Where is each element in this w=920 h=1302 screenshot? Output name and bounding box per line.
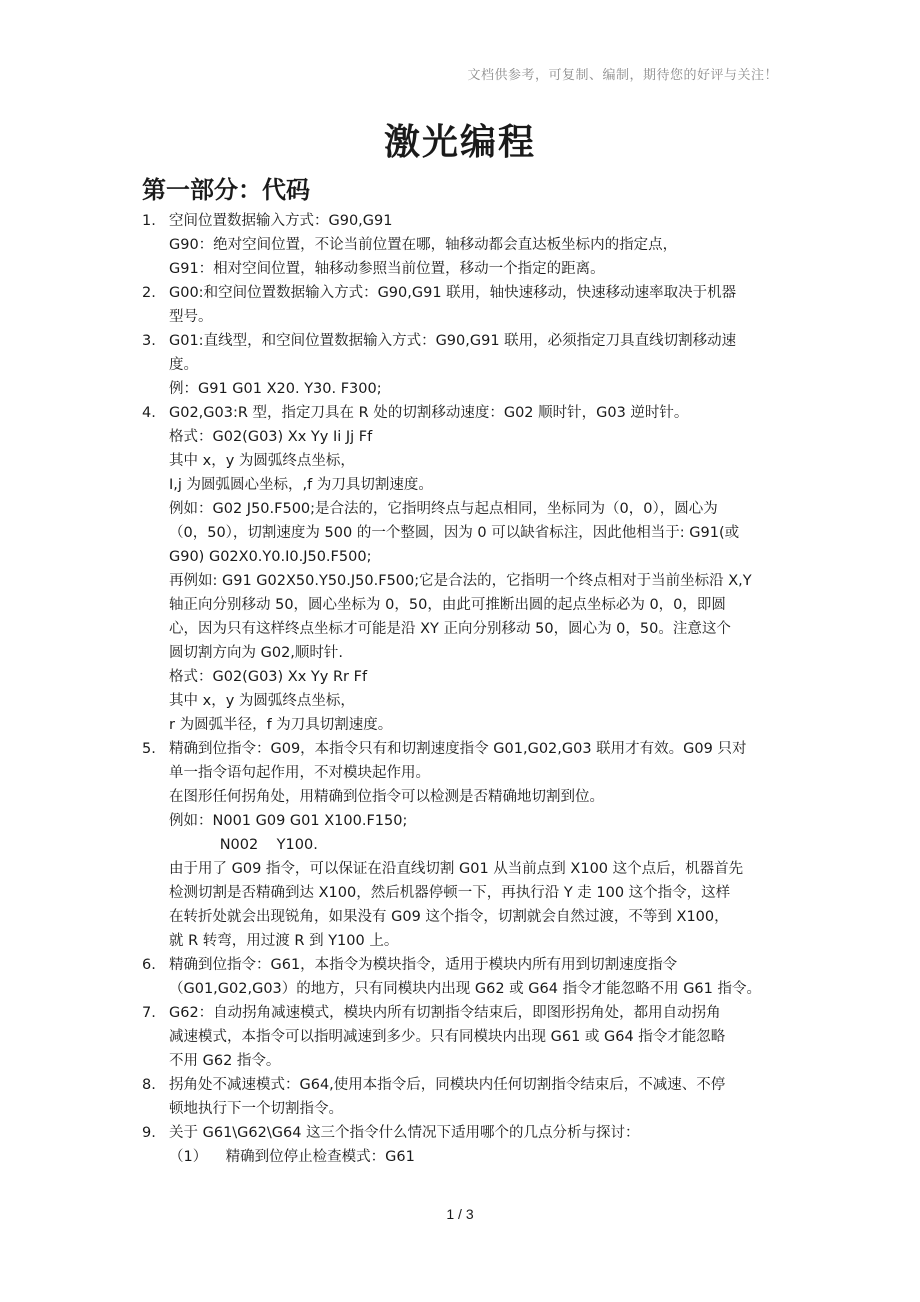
text-line: G90) G02X0.Y0.I0.J50.F500; xyxy=(169,549,372,565)
list-item xyxy=(142,953,782,1001)
text-line: 就 R 转弯，用过渡 R 到 Y100 上。 xyxy=(169,933,399,949)
text-line: 单一指令语句起作用，不对模块起作用。 xyxy=(169,765,430,781)
text-line: 再例如: G91 G02X50.Y50.J50.F500;它是合法的，它指明一个终点相对于当前坐标沿 X,Y xyxy=(169,573,752,589)
list-item xyxy=(142,281,782,329)
sub-item: （1） 精确到位停止检查模式：G61 xyxy=(169,1149,415,1165)
list-number: 8. xyxy=(142,1077,156,1093)
text-line: 在图形任何拐角处，用精确到位指令可以检测是否精确地切割到位。 xyxy=(169,789,604,805)
text-line: 减速模式，本指令可以指明减速到多少。只有同模块内出现 G61 或 G64 指令才能忽略 xyxy=(169,1029,726,1045)
text-line: 其中 x，y 为圆弧终点坐标， xyxy=(169,693,355,709)
text-line: （G01,G02,G03）的地方，只有同模块内出现 G62 或 G64 指令才能忽略不用 G61 指令。 xyxy=(169,981,761,997)
text-line: 格式：G02(G03) Xx Yy Rr Ff xyxy=(169,669,368,685)
list-item xyxy=(142,401,782,737)
text-line: 精确到位指令：G61，本指令为模块指令，适用于模块内所有用到切割速度指令 xyxy=(169,957,678,973)
text-line: G62：自动拐角减速模式，模块内所有切割指令结束后，即图形拐角处，都用自动拐角 xyxy=(169,1005,721,1021)
text-line: G01:直线型，和空间位置数据输入方式：G90,G91 联用，必须指定刀具直线切割移动速 xyxy=(169,333,737,349)
text-line: 圆切割方向为 G02,顺时针. xyxy=(169,645,344,661)
list-number: 5. xyxy=(142,741,156,757)
header-note: 文档供参考，可复制、编制，期待您的好评与关注！ xyxy=(467,68,778,83)
text-line: N002 Y100. xyxy=(169,837,318,853)
text-line: 例：G91 G01 X20. Y30. F300; xyxy=(169,381,382,397)
text-line: 心，因为只有这样终点坐标才可能是沿 XY 正向分别移动 50，圆心为 0，50。注意这个 xyxy=(169,621,731,637)
text-line: 精确到位指令：G09，本指令只有和切割速度指令 G01,G02,G03 联用才有效。G09 只对 xyxy=(169,741,747,757)
list-item xyxy=(142,1073,782,1121)
text-line: r 为圆弧半径，f 为刀具切割速度。 xyxy=(169,717,393,733)
text-line: G90：绝对空间位置，不论当前位置在哪，轴移动都会直达板坐标内的指定点， xyxy=(169,237,678,253)
text-line: 其中 x，y 为圆弧终点坐标， xyxy=(169,453,355,469)
list-item xyxy=(142,329,782,401)
page-number: 1 / 3 xyxy=(446,1206,474,1222)
text-line: 格式：G02(G03) Xx Yy Ii Jj Ff xyxy=(169,429,373,445)
text-line: I,j 为圆弧圆心坐标，,f 为刀具切割速度。 xyxy=(169,477,433,493)
list-item xyxy=(142,1001,782,1073)
list-item xyxy=(142,209,782,281)
text-line: 例如：G02 J50.F500;是合法的，它指明终点与起点相同，坐标同为（0，0），圆心为 xyxy=(169,501,718,517)
text-line: 在转折处就会出现锐角，如果没有 G09 这个指令，切割就会自然过渡，不等到 X100， xyxy=(169,909,729,925)
text-line: 型号。 xyxy=(169,309,213,325)
list-item xyxy=(142,737,782,953)
text-line: 关于 G61\G62\G64 这三个指令什么情况下适用哪个的几点分析与探讨： xyxy=(169,1125,640,1141)
text-line: 不用 G62 指令。 xyxy=(169,1053,281,1069)
text-line: 度。 xyxy=(169,357,198,373)
list-number: 7. xyxy=(142,1005,156,1021)
text-line: （0，50），切割速度为 500 的一个整圆，因为 0 可以缺省标注，因此他相当于: G91(或 xyxy=(169,525,740,541)
document-body xyxy=(142,209,782,1169)
text-line: G00:和空间位置数据输入方式：G90,G91 联用，轴快速移动，快速移动速率取决于机器 xyxy=(169,285,737,301)
list-item xyxy=(142,1121,782,1145)
text-line: 由于用了 G09 指令，可以保证在沿直线切割 G01 从当前点到 X100 这个点后，机器首先 xyxy=(169,861,744,877)
text-line: G02,G03:R 型，指定刀具在 R 处的切割移动速度：G02 顺时针，G03 逆时针。 xyxy=(169,405,689,421)
list-number: 6. xyxy=(142,957,156,973)
text-line: G91：相对空间位置，轴移动参照当前位置，移动一个指定的距离。 xyxy=(169,261,605,277)
text-line: 检测切割是否精确到达 X100，然后机器停顿一下，再执行沿 Y 走 100 这个指令，这样 xyxy=(169,885,731,901)
list-number: 2. xyxy=(142,285,156,301)
text-line: 拐角处不减速模式：G64,使用本指令后，同模块内任何切割指令结束后，不减速、不停 xyxy=(169,1077,726,1093)
list-number: 4. xyxy=(142,405,156,421)
text-line: 空间位置数据输入方式：G90,G91 xyxy=(169,213,393,229)
list-number: 3. xyxy=(142,333,156,349)
list-number: 1. xyxy=(142,213,156,229)
section-title: 第一部分：代码 xyxy=(142,176,310,204)
text-line: 轴正向分别移动 50，圆心坐标为 0，50，由此可推断出圆的起点坐标必为 0，0，即圆 xyxy=(169,597,726,613)
document-title: 激光编程 xyxy=(383,122,536,163)
text-line: 顿地执行下一个切割指令。 xyxy=(169,1101,343,1117)
text-line: 例如：N001 G09 G01 X100.F150; xyxy=(169,813,408,829)
list-number: 9. xyxy=(142,1125,156,1141)
